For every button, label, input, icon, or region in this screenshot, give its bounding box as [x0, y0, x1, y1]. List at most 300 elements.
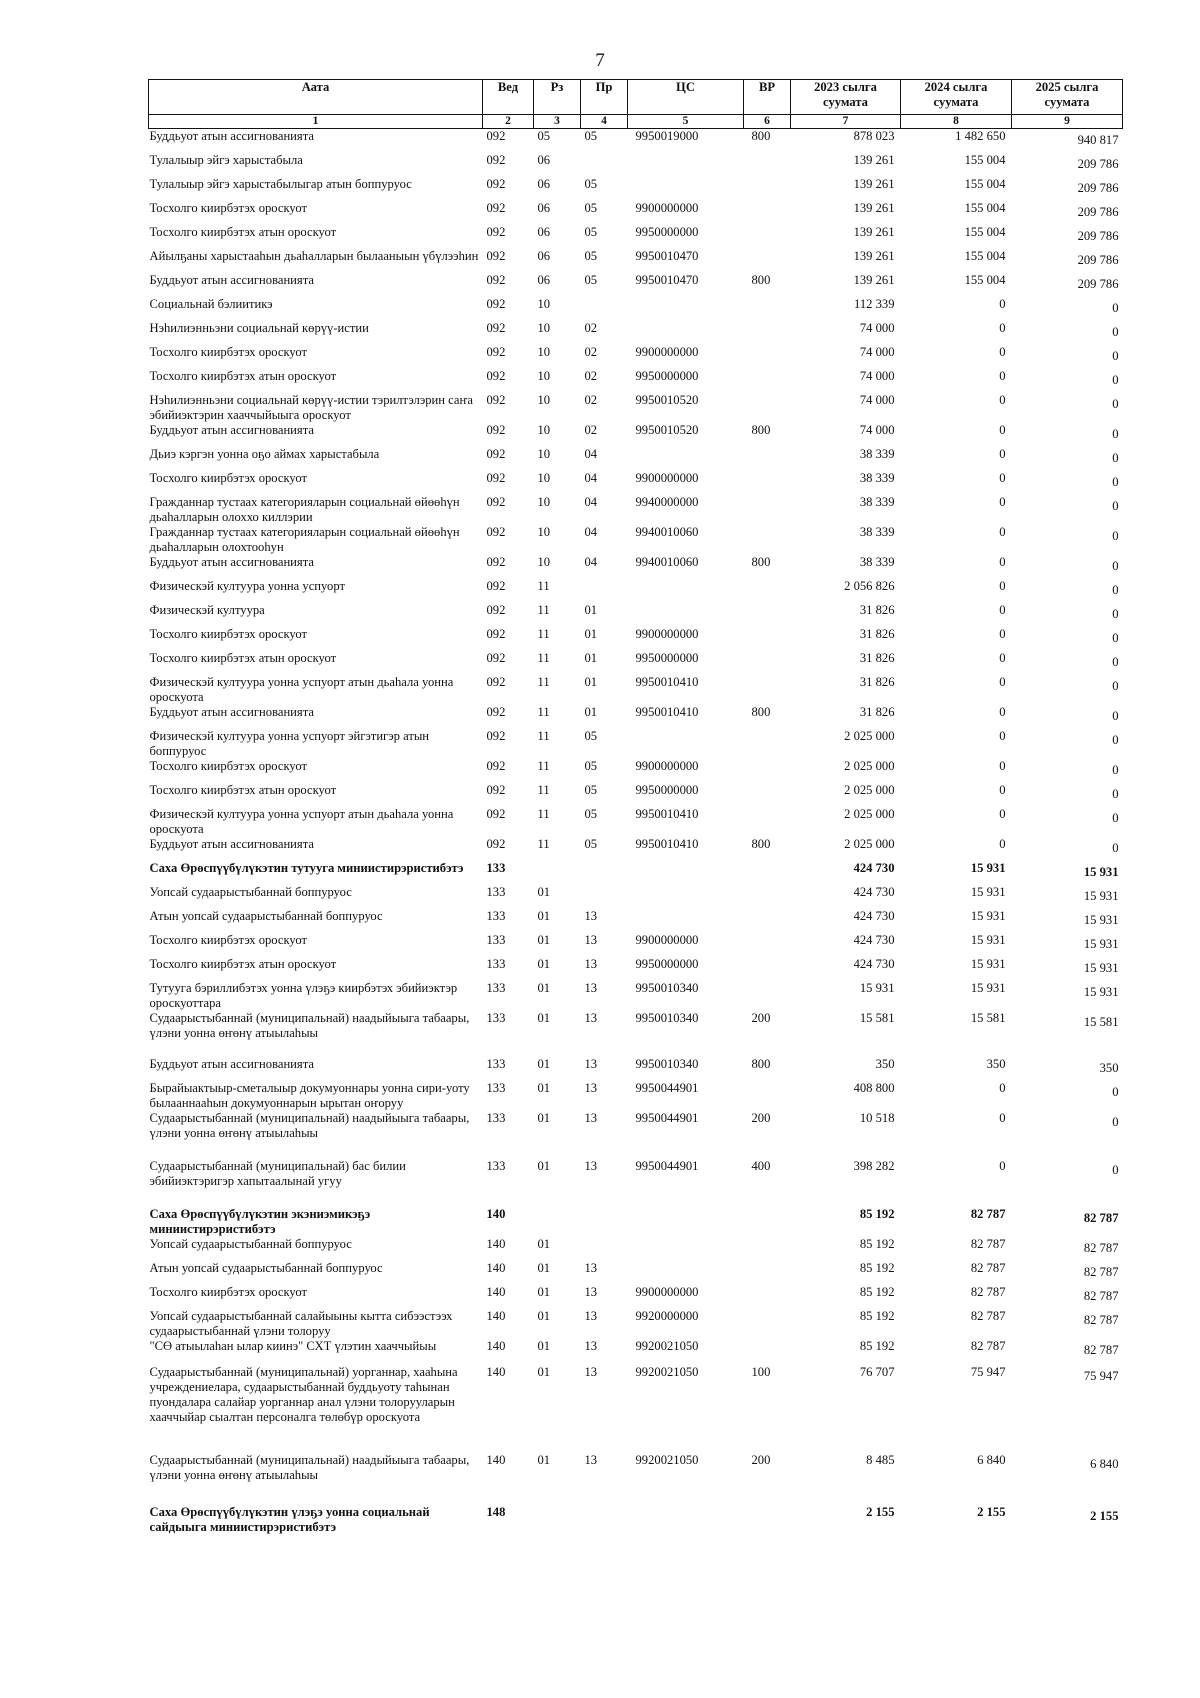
- row-value-2024: 15 581: [970, 1011, 1006, 1025]
- row-rz: 10: [537, 345, 551, 359]
- row-vr: 400: [751, 1159, 771, 1173]
- row-value-2024: 0: [999, 1111, 1006, 1125]
- row-value-2023: 38 339: [859, 447, 895, 461]
- row-name: Судаарыстыбаннай (муниципальнай) наадыйыыга табаары, үлэни уонна өҥөнү атыылаһыы: [149, 1111, 470, 1140]
- row-cs: 9920021050: [635, 1453, 699, 1467]
- row-cs: 9950019000: [635, 129, 699, 143]
- row-value-2023: 408 800: [853, 1081, 895, 1095]
- row-vr: 200: [751, 1453, 771, 1467]
- row-value-2025: 0: [1112, 325, 1119, 339]
- row-ved: 140: [486, 1453, 506, 1467]
- row-pr: 13: [584, 1057, 598, 1071]
- row-cs: 9950044901: [635, 1111, 699, 1125]
- row-ved: 133: [486, 933, 506, 947]
- row-name: Тосхолго киирбэтэх атын ороскуот: [149, 369, 337, 383]
- row-value-2023: 85 192: [859, 1237, 895, 1251]
- table-row: [149, 1111, 1123, 1159]
- row-value-2023: 15 581: [859, 1011, 895, 1025]
- row-cs: [628, 447, 744, 471]
- row-vr: [744, 783, 791, 807]
- row-vr: [744, 297, 791, 321]
- row-name: Буддьуот атын ассигнованията: [149, 837, 314, 851]
- table-row: [149, 369, 1123, 393]
- row-pr: [581, 579, 628, 603]
- header-rz: Рз: [534, 80, 581, 115]
- row-pr: 05: [584, 837, 598, 851]
- row-name: Физическэй култуура уонна успуорт атын дьаһала уонна ороскуота: [149, 675, 454, 704]
- row-rz: 10: [537, 423, 551, 437]
- row-ved: 140: [486, 1261, 506, 1275]
- row-ved: 140: [486, 1309, 506, 1323]
- row-cs: 9950010520: [635, 393, 699, 407]
- row-name: Буддьуот атын ассигнованията: [149, 555, 314, 569]
- row-pr: 02: [584, 393, 598, 407]
- row-cs: [628, 729, 744, 759]
- row-name: Буддьуот атын ассигнованията: [149, 705, 314, 719]
- row-value-2023: 878 023: [853, 129, 895, 143]
- row-rz: 01: [537, 933, 551, 947]
- row-cs: [628, 861, 744, 885]
- row-rz: 10: [537, 471, 551, 485]
- row-value-2025: 15 931: [1083, 865, 1119, 879]
- row-cs: 9950044901: [635, 1159, 699, 1173]
- row-vr: [744, 1339, 791, 1365]
- row-rz: 01: [537, 1365, 551, 1379]
- table-row: [149, 1057, 1123, 1081]
- row-vr: 800: [751, 555, 771, 569]
- row-value-2023: 85 192: [859, 1207, 895, 1221]
- row-value-2025: 2 155: [1090, 1509, 1119, 1523]
- row-cs: 9920000000: [635, 1309, 699, 1323]
- column-number: 4: [581, 115, 628, 129]
- row-ved: 092: [486, 447, 506, 461]
- row-value-2024: 155 004: [964, 249, 1006, 263]
- row-ved: 092: [486, 627, 506, 641]
- row-value-2023: 31 826: [859, 651, 895, 665]
- row-value-2024: 2 155: [977, 1505, 1006, 1519]
- table-row: [149, 807, 1123, 837]
- row-ved: 092: [486, 579, 506, 593]
- table-row: [149, 201, 1123, 225]
- row-value-2024: 0: [999, 837, 1006, 851]
- row-ved: 133: [486, 1081, 506, 1095]
- row-vr: [744, 345, 791, 369]
- row-value-2023: 38 339: [859, 525, 895, 539]
- table-row: [149, 297, 1123, 321]
- row-rz: 06: [537, 225, 551, 239]
- row-value-2023: 139 261: [853, 153, 895, 167]
- row-value-2025: 0: [1112, 787, 1119, 801]
- row-pr: 13: [584, 933, 598, 947]
- table-row: [149, 957, 1123, 981]
- row-value-2024: 155 004: [964, 177, 1006, 191]
- row-ved: 133: [486, 885, 506, 899]
- row-value-2024: 82 787: [970, 1237, 1006, 1251]
- row-ved: 140: [486, 1365, 506, 1379]
- row-ved: 133: [486, 957, 506, 971]
- row-value-2023: 139 261: [853, 225, 895, 239]
- row-ved: 092: [486, 225, 506, 239]
- row-ved: 092: [486, 321, 506, 335]
- row-ved: 133: [486, 1011, 506, 1025]
- header-pr: Пр: [581, 80, 628, 115]
- row-value-2024: 0: [999, 495, 1006, 509]
- row-value-2024: 0: [999, 447, 1006, 461]
- row-pr: 04: [584, 555, 598, 569]
- row-pr: 13: [584, 1011, 598, 1025]
- row-cs: 9950010470: [635, 273, 699, 287]
- row-value-2025: 15 931: [1083, 913, 1119, 927]
- row-vr: [744, 1207, 791, 1237]
- row-rz: 01: [537, 909, 551, 923]
- row-rz: 01: [537, 981, 551, 995]
- row-pr: 02: [584, 369, 598, 383]
- row-value-2023: 139 261: [853, 273, 895, 287]
- row-cs: 9950010410: [635, 675, 699, 689]
- row-cs: 9900000000: [635, 471, 699, 485]
- row-ved: 092: [486, 495, 506, 509]
- row-name: Тутууга бэриллибэтэх уонна үлэҕэ киирбэтэх эбийиэктэр ороскуоттара: [149, 981, 458, 1010]
- column-number: 2: [483, 115, 534, 129]
- row-vr: 800: [751, 705, 771, 719]
- row-value-2024: 0: [999, 297, 1006, 311]
- row-value-2025: 0: [1112, 1085, 1119, 1099]
- row-vr: 800: [751, 837, 771, 851]
- row-pr: 13: [584, 1365, 598, 1379]
- row-vr: [744, 957, 791, 981]
- row-rz: 01: [537, 957, 551, 971]
- row-rz: 06: [537, 201, 551, 215]
- row-ved: 092: [486, 807, 506, 821]
- row-value-2025: 82 787: [1083, 1241, 1119, 1255]
- row-cs: 9950010340: [635, 981, 699, 995]
- row-ved: 092: [486, 555, 506, 569]
- row-value-2025: 0: [1112, 733, 1119, 747]
- row-ved: 092: [486, 369, 506, 383]
- row-pr: 13: [584, 1285, 598, 1299]
- row-cs: 9950000000: [635, 225, 699, 239]
- row-rz: 11: [537, 837, 550, 851]
- row-name: Тосхолго киирбэтэх ороскуот: [149, 627, 308, 641]
- table-row: [149, 1237, 1123, 1261]
- row-value-2023: 2 056 826: [844, 579, 895, 593]
- row-value-2024: 0: [999, 345, 1006, 359]
- row-value-2024: 82 787: [970, 1285, 1006, 1299]
- row-cs: [628, 321, 744, 345]
- row-value-2025: 0: [1112, 529, 1119, 543]
- row-pr: 02: [584, 423, 598, 437]
- row-rz: 10: [537, 495, 551, 509]
- row-value-2025: 0: [1112, 709, 1119, 723]
- row-ved: 092: [486, 603, 506, 617]
- table-row: [149, 495, 1123, 525]
- table-row: [149, 651, 1123, 675]
- row-pr: [581, 297, 628, 321]
- row-value-2024: 6 840: [977, 1453, 1006, 1467]
- row-pr: 01: [584, 603, 598, 617]
- row-value-2023: 424 730: [853, 909, 895, 923]
- row-pr: 13: [584, 957, 598, 971]
- row-vr: [744, 603, 791, 627]
- row-value-2025: 0: [1112, 301, 1119, 315]
- row-value-2023: 350: [875, 1057, 895, 1071]
- table-row: [149, 225, 1123, 249]
- row-value-2024: 15 931: [970, 909, 1006, 923]
- row-rz: 01: [537, 1111, 551, 1125]
- row-ved: 092: [486, 471, 506, 485]
- row-name: Нэһилиэнньэни социальнай көрүү-истии: [149, 321, 369, 335]
- row-ved: 092: [486, 759, 506, 773]
- row-value-2024: 82 787: [970, 1261, 1006, 1275]
- row-rz: 11: [537, 759, 550, 773]
- row-ved: 092: [486, 837, 506, 851]
- row-cs: 9900000000: [635, 345, 699, 359]
- row-vr: 800: [751, 423, 771, 437]
- row-pr: 01: [584, 651, 598, 665]
- row-cs: 9900000000: [635, 759, 699, 773]
- header-row: [149, 80, 1123, 115]
- column-number: 3: [534, 115, 581, 129]
- row-value-2024: 0: [999, 321, 1006, 335]
- row-ved: 133: [486, 909, 506, 923]
- row-value-2025: 15 931: [1083, 961, 1119, 975]
- row-name: Буддьуот атын ассигнованията: [149, 423, 314, 437]
- row-rz: 06: [537, 153, 551, 167]
- row-vr: [744, 369, 791, 393]
- row-value-2023: 31 826: [859, 603, 895, 617]
- row-value-2025: 0: [1112, 451, 1119, 465]
- table-row: [149, 177, 1123, 201]
- row-vr: [744, 495, 791, 525]
- row-vr: [744, 249, 791, 273]
- row-value-2024: 0: [999, 1081, 1006, 1095]
- row-pr: [581, 1237, 628, 1261]
- row-value-2023: 76 707: [859, 1365, 895, 1379]
- row-name: Тосхолго киирбэтэх атын ороскуот: [149, 957, 337, 971]
- row-cs: 9940010060: [635, 555, 699, 569]
- row-name: Тосхолго киирбэтэх ороскуот: [149, 1285, 308, 1299]
- row-pr: 13: [584, 1081, 598, 1095]
- row-rz: 11: [537, 783, 550, 797]
- table-row: [149, 555, 1123, 579]
- row-vr: 800: [751, 129, 771, 143]
- row-value-2023: 74 000: [859, 423, 895, 437]
- row-value-2025: 15 581: [1083, 1015, 1119, 1029]
- table-row: [149, 705, 1123, 729]
- row-cs: 9950010470: [635, 249, 699, 263]
- row-value-2025: 0: [1112, 679, 1119, 693]
- row-value-2025: 209 786: [1077, 205, 1119, 219]
- row-pr: 13: [584, 1261, 598, 1275]
- row-value-2025: 82 787: [1083, 1313, 1119, 1327]
- row-value-2023: 74 000: [859, 393, 895, 407]
- column-number: 6: [744, 115, 791, 129]
- row-vr: [744, 759, 791, 783]
- row-value-2023: 139 261: [853, 249, 895, 263]
- row-vr: [744, 627, 791, 651]
- row-pr: 02: [584, 321, 598, 335]
- row-value-2023: 2 025 000: [844, 759, 895, 773]
- row-pr: 13: [584, 981, 598, 995]
- row-pr: 05: [584, 177, 598, 191]
- table-row: [149, 345, 1123, 369]
- row-cs: 9920021050: [635, 1365, 699, 1379]
- table-row: [149, 783, 1123, 807]
- row-value-2023: 31 826: [859, 627, 895, 641]
- row-cs: [628, 1237, 744, 1261]
- row-ved: 140: [486, 1339, 506, 1353]
- budget-table: [148, 79, 1123, 1535]
- row-pr: 05: [584, 729, 598, 743]
- table-row: [149, 675, 1123, 705]
- row-value-2024: 15 931: [970, 957, 1006, 971]
- row-value-2025: 209 786: [1077, 277, 1119, 291]
- row-value-2023: 74 000: [859, 369, 895, 383]
- row-value-2024: 0: [999, 807, 1006, 821]
- row-ved: 092: [486, 525, 506, 539]
- row-rz: 06: [537, 249, 551, 263]
- row-pr: 05: [584, 225, 598, 239]
- row-value-2023: 424 730: [853, 933, 895, 947]
- row-rz: 11: [537, 705, 550, 719]
- column-number: 7: [791, 115, 901, 129]
- row-name: Саха Өрөспүүбүлүкэтин тутууга миниистирэристибэтэ: [149, 861, 464, 875]
- row-name: Буддьуот атын ассигнованията: [149, 273, 314, 287]
- row-value-2023: 424 730: [853, 885, 895, 899]
- row-name: Тосхолго киирбэтэх ороскуот: [149, 345, 308, 359]
- row-value-2023: 2 155: [866, 1505, 895, 1519]
- row-ved: 133: [486, 1159, 506, 1173]
- row-cs: [628, 603, 744, 627]
- row-name: Социальнай бэлиитикэ: [149, 297, 273, 311]
- table-row: [149, 1207, 1123, 1237]
- row-pr: [581, 153, 628, 177]
- row-name: Тосхолго киирбэтэх атын ороскуот: [149, 783, 337, 797]
- row-value-2023: 424 730: [853, 957, 895, 971]
- row-value-2023: 38 339: [859, 495, 895, 509]
- row-ved: 092: [486, 177, 506, 191]
- row-value-2025: 0: [1112, 607, 1119, 621]
- table-row: [149, 1011, 1123, 1057]
- row-vr: 100: [751, 1365, 771, 1379]
- row-cs: [628, 177, 744, 201]
- row-value-2024: 15 931: [970, 861, 1006, 875]
- row-cs: 9950010520: [635, 423, 699, 437]
- row-vr: [744, 153, 791, 177]
- row-vr: [744, 525, 791, 555]
- row-value-2025: 0: [1112, 499, 1119, 513]
- row-rz: 10: [537, 321, 551, 335]
- table-row: [149, 447, 1123, 471]
- row-pr: 01: [584, 705, 598, 719]
- row-value-2025: 15 931: [1083, 889, 1119, 903]
- row-vr: [744, 177, 791, 201]
- row-value-2025: 0: [1112, 475, 1119, 489]
- row-value-2024: 0: [999, 651, 1006, 665]
- row-rz: 01: [537, 1237, 551, 1251]
- row-pr: 04: [584, 525, 598, 539]
- row-name: Атын уопсай судаарыстыбаннай боппуруос: [149, 1261, 383, 1275]
- column-number: 5: [628, 115, 744, 129]
- row-cs: [628, 579, 744, 603]
- row-name: Тосхолго киирбэтэх атын ороскуот: [149, 225, 337, 239]
- row-pr: [581, 1505, 628, 1535]
- row-ved: 092: [486, 273, 506, 287]
- row-ved: 092: [486, 705, 506, 719]
- row-cs: 9900000000: [635, 1285, 699, 1299]
- row-value-2023: 424 730: [853, 861, 895, 875]
- row-rz: 11: [537, 651, 550, 665]
- row-vr: 800: [751, 1057, 771, 1071]
- table-row: [149, 1365, 1123, 1453]
- row-name: Физическэй култуура уонна успуорт эйгэтигэр атын боппуруос: [149, 729, 430, 758]
- table-row: [149, 129, 1123, 154]
- row-value-2025: 0: [1112, 841, 1119, 855]
- table-row: [149, 1505, 1123, 1535]
- row-value-2023: 31 826: [859, 675, 895, 689]
- row-pr: 13: [584, 1339, 598, 1353]
- row-ved: 092: [486, 297, 506, 311]
- table-row: [149, 273, 1123, 297]
- row-pr: 05: [584, 129, 598, 143]
- row-vr: 200: [751, 1111, 771, 1125]
- row-rz: 11: [537, 729, 550, 743]
- row-value-2023: 2 025 000: [844, 807, 895, 821]
- row-cs: [628, 1207, 744, 1237]
- column-number: 9: [1012, 115, 1123, 129]
- header-2025: 2025 сылга суумата: [1012, 80, 1123, 115]
- row-cs: 9950010410: [635, 837, 699, 851]
- row-pr: 04: [584, 495, 598, 509]
- row-pr: 13: [584, 1453, 598, 1467]
- table-row: [149, 423, 1123, 447]
- row-vr: 800: [751, 273, 771, 287]
- row-vr: [744, 651, 791, 675]
- row-pr: 05: [584, 759, 598, 773]
- row-vr: 200: [751, 1011, 771, 1025]
- row-name: Судаарыстыбаннай (муниципальнай) бас билии эбийиэктэригэр хапытаалынай угуу: [149, 1159, 406, 1188]
- row-value-2025: 0: [1112, 655, 1119, 669]
- row-vr: [744, 393, 791, 423]
- column-number: 1: [149, 115, 483, 129]
- row-value-2024: 0: [999, 393, 1006, 407]
- table-row: [149, 1261, 1123, 1285]
- table-row: [149, 579, 1123, 603]
- table-row: [149, 471, 1123, 495]
- table-row: [149, 393, 1123, 423]
- row-value-2025: 6 840: [1090, 1457, 1119, 1471]
- row-name: Тосхолго киирбэтэх ороскуот: [149, 759, 308, 773]
- row-name: Атын уопсай судаарыстыбаннай боппуруос: [149, 909, 383, 923]
- row-value-2024: 0: [999, 759, 1006, 773]
- row-rz: 01: [537, 1261, 551, 1275]
- row-value-2024: 75 947: [970, 1365, 1006, 1379]
- row-ved: 140: [486, 1237, 506, 1251]
- row-value-2024: 0: [999, 423, 1006, 437]
- header-2024: 2024 сылга суумата: [901, 80, 1012, 115]
- row-rz: 10: [537, 447, 551, 461]
- row-pr: 05: [584, 273, 598, 287]
- row-pr: 01: [584, 627, 598, 641]
- row-value-2023: 38 339: [859, 555, 895, 569]
- row-rz: 01: [537, 1339, 551, 1353]
- row-rz: 06: [537, 273, 551, 287]
- row-value-2023: 2 025 000: [844, 783, 895, 797]
- row-name: Тулалыыр эйгэ харыстабыла: [149, 153, 303, 167]
- row-value-2023: 10 518: [859, 1111, 895, 1125]
- row-value-2023: 139 261: [853, 201, 895, 215]
- row-value-2023: 85 192: [859, 1285, 895, 1299]
